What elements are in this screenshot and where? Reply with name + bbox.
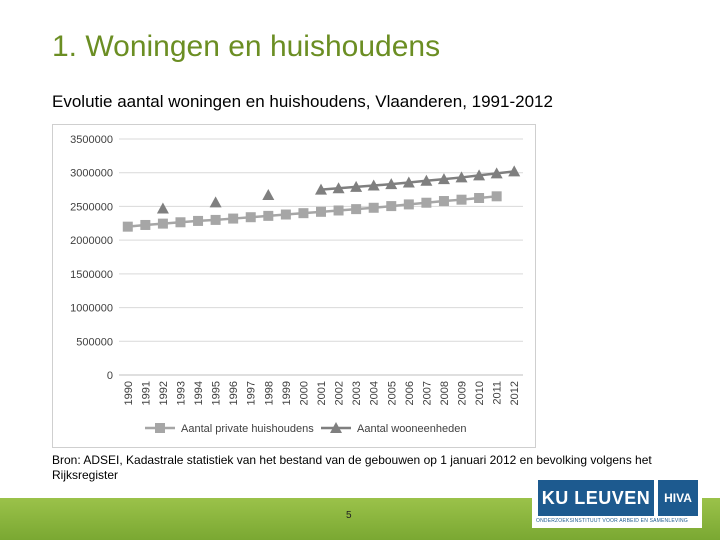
x-tick-label: 1993 [175,381,188,406]
data-point-square [474,193,484,203]
x-tick-label: 1994 [193,381,206,406]
y-tick-label: 2000000 [70,235,113,248]
data-point-square [158,219,168,229]
chart-subtitle: Evolutie aantal woningen en huishoudens, Vlaanderen, 1991-2012 [52,92,553,111]
x-tick-label: 1991 [140,381,153,406]
x-tick-label: 2008 [438,381,451,406]
legend-label: Aantal wooneenheden [357,423,467,435]
x-tick-label: 2011 [491,381,504,405]
legend-marker-square [155,423,165,433]
logo-hiva-text: HIVA [658,480,698,516]
data-point-square [316,207,326,217]
data-point-square [492,191,502,201]
data-point-triangle [262,189,274,200]
x-tick-label: 1997 [245,381,258,406]
x-tick-label: 1998 [263,381,276,406]
page-title: 1. Woningen en huishoudens [52,30,441,63]
x-tick-label: 2002 [333,381,346,406]
data-point-square [369,203,379,213]
x-tick-label: 2000 [298,381,311,406]
data-point-square [351,204,361,214]
y-tick-label: 3000000 [70,167,113,180]
data-point-square [281,210,291,220]
x-tick-label: 2005 [386,381,399,406]
data-point-square [140,220,150,230]
data-point-square [439,196,449,206]
data-point-square [421,198,431,208]
data-point-square [263,211,273,221]
x-tick-label: 2006 [403,381,416,406]
y-tick-label: 1500000 [70,268,113,281]
data-point-square [404,199,414,209]
data-point-square [228,214,238,224]
x-tick-label: 2012 [509,381,522,406]
y-tick-label: 1000000 [70,302,113,315]
data-point-square [175,217,185,227]
series-line [321,171,514,189]
x-tick-label: 2001 [316,381,328,406]
logo-tagline: ONDERZOEKSINSTITUUT VOOR ARBEID EN SAMENLEVING [536,518,688,524]
x-tick-label: 1996 [228,381,241,406]
page-number: 5 [346,510,352,521]
x-tick-label: 2003 [351,381,364,406]
data-point-square [211,215,221,225]
data-point-square [457,195,467,205]
x-tick-label: 2007 [421,381,434,406]
chart-frame [52,124,536,448]
data-point-square [123,222,133,232]
y-tick-label: 2500000 [70,201,113,214]
data-point-square [298,208,308,218]
y-tick-label: 0 [106,370,113,382]
data-point-square [334,205,344,215]
x-tick-label: 1992 [157,381,170,406]
data-point-square [246,212,256,222]
x-tick-label: 1995 [210,381,223,406]
x-tick-label: 1990 [122,381,135,406]
y-tick-label: 500000 [76,336,113,349]
source-note: Bron: ADSEI, Kadastrale statistiek van het bestand van de gebouwen op 1 januari 2012 en bevolking volgens het Rijksregister [52,453,652,482]
logo-ku-leuven-text: KU LEUVEN [538,480,654,516]
data-point-triangle [157,202,169,213]
data-point-square [386,201,396,211]
x-tick-label: 2010 [474,381,487,406]
line-chart [53,125,535,447]
y-tick-label: 3500000 [70,134,113,146]
x-tick-label: 1999 [280,381,293,406]
data-point-triangle [210,196,222,207]
x-tick-label: 2004 [368,381,381,406]
ku-leuven-logo [532,474,702,528]
legend-label: Aantal private huishoudens [181,423,314,435]
x-tick-label: 2009 [456,381,469,406]
data-point-square [193,216,203,226]
